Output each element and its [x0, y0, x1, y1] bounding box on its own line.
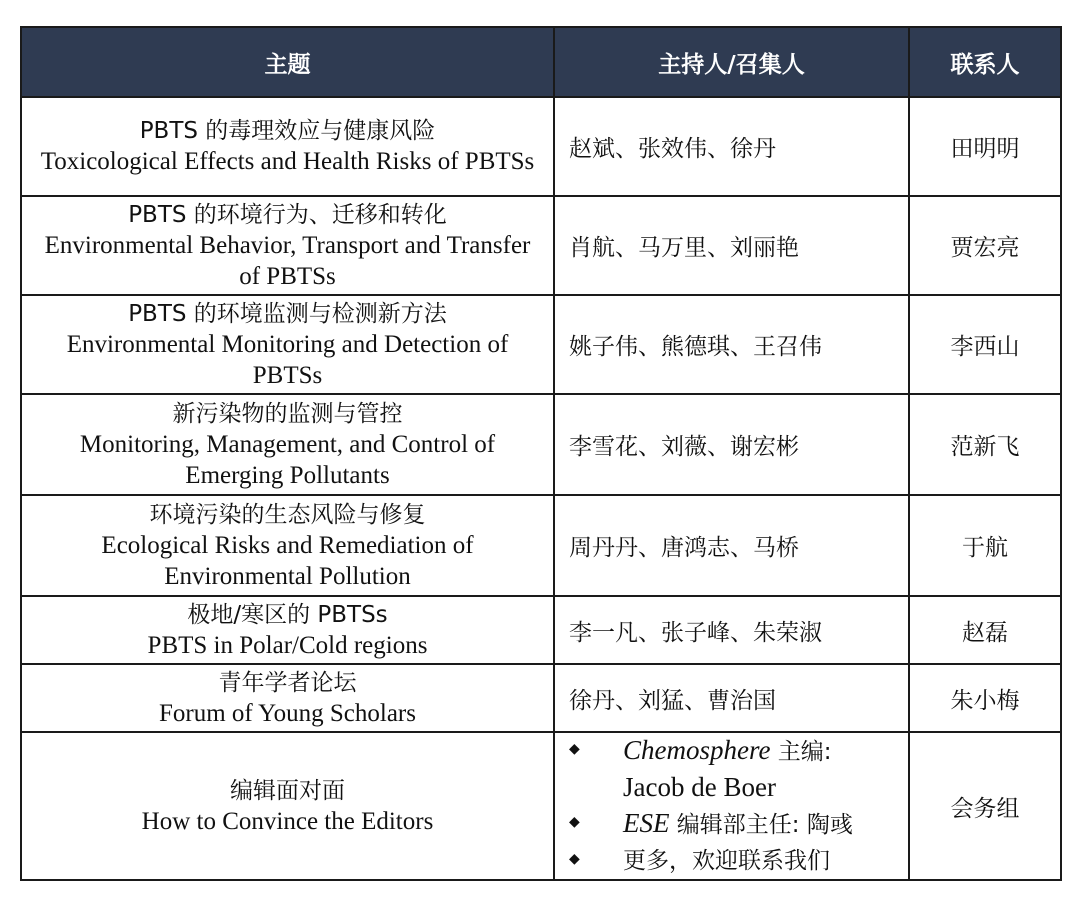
- contact-cell: 范新飞: [909, 394, 1061, 495]
- topic-title-zh: 编辑面对面: [230, 777, 345, 804]
- editor-role: 编辑部主任: 陶彧: [669, 812, 853, 838]
- host-cell: 赵斌、张效伟、徐丹: [554, 97, 909, 196]
- header-host: 主持人/召集人: [554, 27, 909, 97]
- contact-cell: 李西山: [909, 295, 1061, 394]
- table-row: [21, 295, 1061, 394]
- topic-cell: [21, 596, 554, 664]
- host-cell: [554, 732, 909, 880]
- host-cell: 李一凡、张子峰、朱荣淑: [554, 596, 909, 664]
- header-topic: 主题: [21, 27, 554, 97]
- topic-cell: [21, 394, 554, 495]
- topic-title-en: Environmental Behavior, Transport and Transfer of PBTSs: [44, 231, 531, 290]
- contact-cell: 会务组: [909, 732, 1061, 880]
- diamond-bullet-icon: ◆: [569, 851, 580, 867]
- contact-cell: 于航: [909, 495, 1061, 596]
- host-cell: 周丹丹、唐鸿志、马桥: [554, 495, 909, 596]
- editor-name: Jacob de Boer: [623, 772, 776, 802]
- topic-title-en: Ecological Risks and Remediation of Environmental Pollution: [101, 531, 474, 590]
- topic-title-zh: 环境污染的生态风险与修复: [149, 501, 426, 528]
- topic-title-en: Toxicological Effects and Health Risks of PBTSs: [40, 148, 535, 175]
- host-cell: 徐丹、刘猛、曹治国: [554, 664, 909, 732]
- table-row: [21, 97, 1061, 196]
- table-row: [21, 596, 1061, 664]
- list-item: [569, 843, 908, 879]
- host-cell: 李雪花、刘薇、谢宏彬: [554, 394, 909, 495]
- editor-role: 主编:: [770, 739, 832, 765]
- topic-title-zh: 极地/寒区的 PBTSs: [187, 601, 388, 628]
- table-row: [21, 196, 1061, 295]
- diamond-bullet-icon: ◆: [569, 814, 580, 830]
- table-header: [21, 27, 1061, 97]
- contact-cell: 贾宏亮: [909, 196, 1061, 295]
- topic-cell: [21, 495, 554, 596]
- diamond-bullet-icon: ◆: [569, 741, 580, 757]
- topic-title-zh: PBTS 的环境行为、迁移和转化: [128, 201, 447, 228]
- topic-cell: [21, 664, 554, 732]
- session-table: [20, 26, 1062, 881]
- table-row: [21, 664, 1061, 732]
- host-cell: 肖航、马万里、刘丽艳: [554, 196, 909, 295]
- table-row: [21, 732, 1061, 880]
- contact-us-text: 更多，欢迎联系我们: [623, 848, 830, 874]
- topic-title-zh: 新污染物的监测与管控: [172, 400, 403, 427]
- editor-list: [555, 733, 908, 879]
- topic-title-en: How to Convince the Editors: [141, 807, 434, 835]
- topic-title-en: Environmental Monitoring and Detection of PBTSs: [66, 330, 509, 389]
- topic-title-zh: 青年学者论坛: [218, 669, 357, 696]
- table-row: [21, 394, 1061, 495]
- topic-title-zh: PBTS 的毒理效应与健康风险: [139, 118, 436, 144]
- journal-name: Chemosphere: [623, 735, 771, 765]
- contact-cell: 田明明: [909, 97, 1061, 196]
- topic-title-en: Forum of Young Scholars: [159, 699, 416, 727]
- journal-name: ESE: [623, 808, 670, 838]
- topic-title-en: Monitoring, Management, and Control of Emerging Pollutants: [79, 430, 496, 489]
- list-item: [569, 733, 908, 806]
- contact-cell: 赵磊: [909, 596, 1061, 664]
- list-item: [569, 806, 908, 843]
- header-contact: 联系人: [909, 27, 1061, 97]
- topic-cell: [21, 295, 554, 394]
- topic-cell: [21, 196, 554, 295]
- topic-title-zh: PBTS 的环境监测与检测新方法: [128, 300, 447, 327]
- topic-title-en: PBTS in Polar/Cold regions: [147, 631, 428, 659]
- table-row: [21, 495, 1061, 596]
- host-cell: 姚子伟、熊德琪、王召伟: [554, 295, 909, 394]
- contact-cell: 朱小梅: [909, 664, 1061, 732]
- topic-cell: [21, 97, 554, 196]
- topic-cell: [21, 732, 554, 880]
